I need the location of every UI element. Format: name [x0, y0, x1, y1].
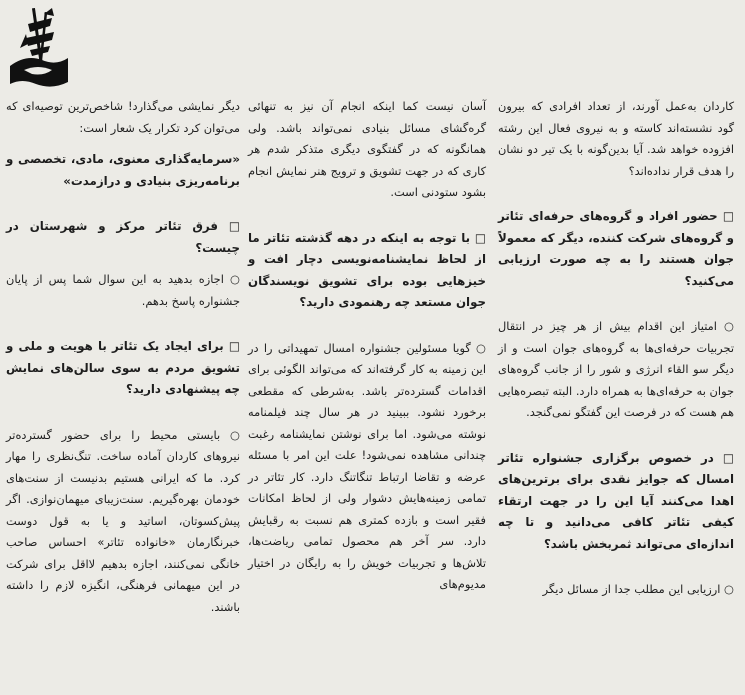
right-paragraph-1: کاردان به‌عمل آورند، از تعداد افرادی که بیرون گود نشسته‌اند کاسته و به نیروی فعال این رشته افزوده خواهد شد. آیا بدین‌گونه با یک تیر دو نشان را هدف قرار نداده‌اند؟	[498, 99, 734, 178]
answer-2-start: ○ ارزیابی این مطلب جدا از مسائل دیگر	[542, 582, 734, 596]
left-paragraph-1: دیگر نمایشی می‌گذارد! شاخص‌ترین توصیه‌ای که می‌توان کرد تکرار یک شعار است:	[6, 99, 240, 135]
question-4: □ فرق تئاتر مرکز و شهرستان در چیست؟	[6, 219, 240, 255]
theater-emblem-logo	[8, 4, 70, 90]
spacer	[498, 192, 734, 206]
spacer	[248, 324, 486, 338]
answer-1: ○ امتیاز این اقدام بیش از هر چیز در انتقال تجربیات حرفه‌ای‌ها به گروه‌های جوان است و از دیگر سو القاء انرژی و شور را از جانب گروه‌های جوان به حرفه‌ای‌ها به همراه دارد. البته تبصره‌هایی هم هست که در فرصت این گفتگو نمی‌گنجد.	[498, 319, 734, 419]
answer-3: ○ گویا مسئولین جشنواره امسال تمهیداتی را در این زمینه به کار گرفته‌اند که می‌تواند الگوئی برای اقدامات گسترده‌تر باشد. به‌شرطی که مقطعی برخورد نشود. ببینید در هر سال چند فیلمنامه نوشته می‌شود. اما برای نوشتن نمایشنامه رغبت چندانی مشاهده نمی‌شود! علت این امر با مسئله عرضه و تقاضا ارتباط تنگاتنگ دارد. کار تئاتر در تمامی زمینه‌هایش دشوار ولی از لحاظ امکانات فقیر است و بازده کمتری هم نسبت به رقبایش دارد. سر آخر هم محصول تمامی ریاضت‌ها، تلاش‌ها و تجربیات خویش را به رایگان در اختیار مدیوم‌های	[248, 340, 486, 591]
question-3: □ با توجه به اینکه در دهه گذشته تئاتر ما از لحاظ نمایشنامه‌نویسی دچار افت و خیزهایی بوده برای تشویق نویسندگان جوان مستعد چه رهنمودی دارید؟	[248, 230, 486, 309]
middle-column	[248, 96, 486, 606]
spacer	[498, 434, 734, 448]
question-2: □ در خصوص برگزاری جشنواره تئاتر امسال که جوایز نقدی برای برترین‌های اهدا می‌کنند آیا این را در جهت ارتقاء کیفی تئاتر کافی می‌دانید و تا چه اندازه‌ای می‌تواند ثمربخش باشد؟	[498, 450, 734, 551]
answer-4: ○ اجازه بدهید به این سوال شما پس از پایان جشنواره پاسخ بدهم.	[6, 272, 240, 308]
answer-5: ○ بایستی محیط را برای حضور گسترده‌تر نیروهای کاردان آماده ساخت. تنگ‌نظری را مهار کرد. ما که ایرانی هستیم بدنیست از سنت‌های خودمان بهره‌گیریم. سنت‌زیبای میهمان‌نوازی. اگر پیش‌کسوتان، اساتید و یا به قول دوست خبرنگارمان «خانواده تئاتر» احساس صاحب خانگی نمی‌کنند، اجازه بدهیم لااقل برای شرکت در این میهمانی فرهنگی، انگیزه لازم را داشته باشند.	[6, 427, 240, 614]
spacer	[6, 411, 240, 425]
spacer	[6, 322, 240, 336]
left-slogan: «سرمایه‌گذاری معنوی، مادی، تخصصی و برنامه‌ریزی بنیادی و درازمدت»	[6, 152, 240, 188]
spacer	[6, 202, 240, 216]
spacer	[498, 565, 734, 579]
question-5: □ برای ایجاد یک تئاتر با هویت و ملی و تشویق مردم به سوی سالن‌های نمایش چه پیشنهادی دارید؟	[6, 339, 240, 396]
spacer	[248, 214, 486, 228]
question-1: □ حضور افراد و گروه‌های حرفه‌ای تئاتر و گروه‌های شرکت کننده، دیگر که معمولاً جوان هستند را به چه صورت ارزیابی می‌کنید؟	[498, 209, 734, 288]
spacer	[498, 302, 734, 316]
right-column	[498, 96, 734, 611]
middle-paragraph-1: آسان نیست کما اینکه انجام آن نیز به تنهائی گره‌گشای مسائل بنیادی نمی‌تواند باشد. ولی همانگونه که در گفتگوی دیگری متذکر شدم هر کاری که در جهت تشویق و ترویج هنر نمایش انجام بشود ستودنی است.	[248, 99, 486, 199]
left-column	[6, 96, 240, 628]
